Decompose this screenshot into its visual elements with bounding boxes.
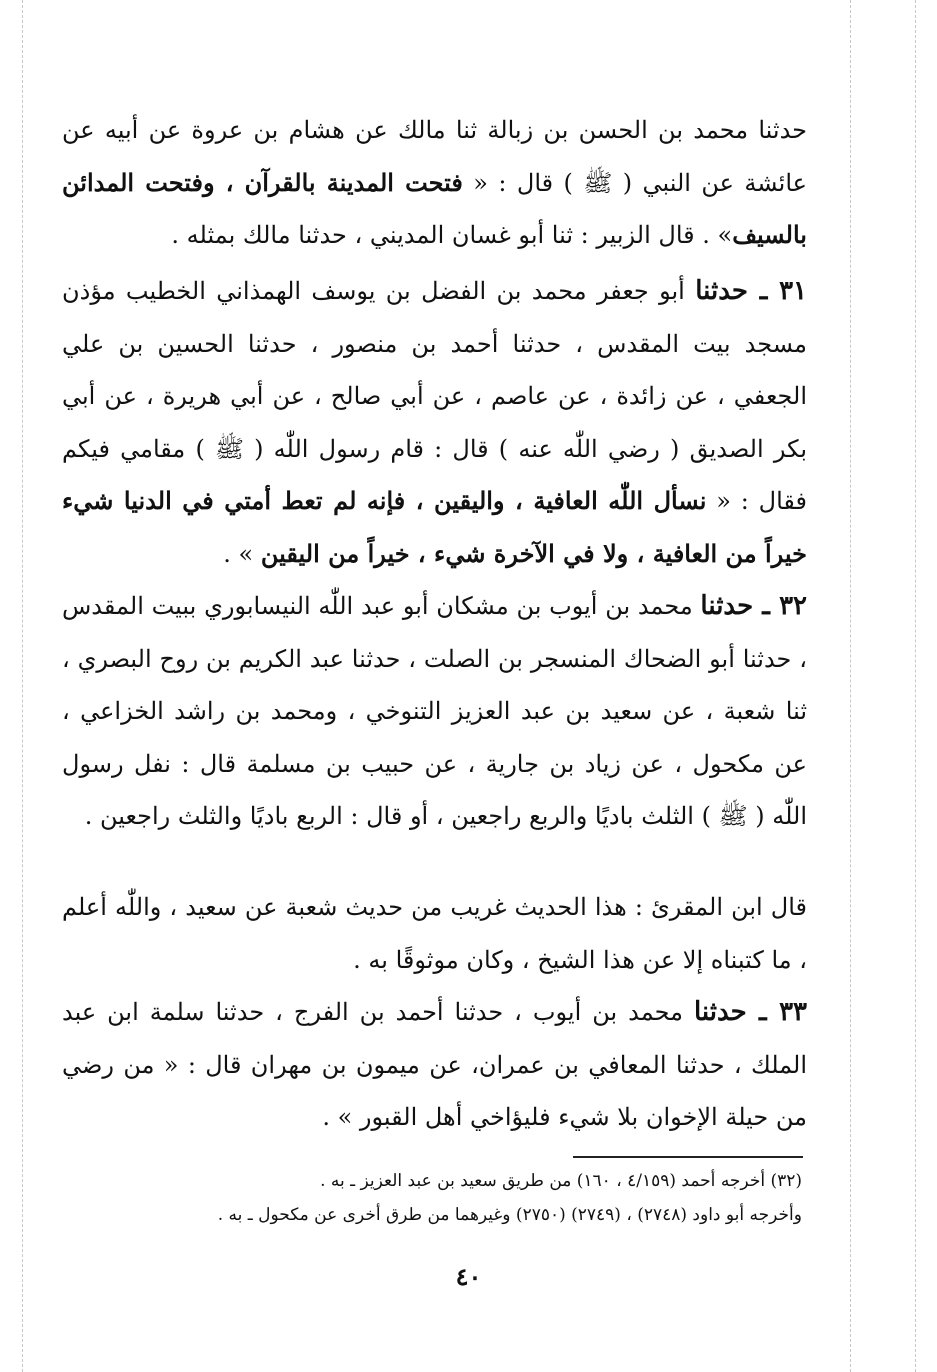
paragraph-text: محمد بن أيوب بن مشكان أبو عبد اللّٰه النيسابوري ببيت المقدس ، حدثنا أبو الضحاك المنسجر بن الصلت ، حدثنا عبد الكريم بن روح البصري ، ثنا شعبة ، عن سعيد بن عبد العزيز التنوخي ، ومحمد بن راشد الخزاعي ، عن مكحول ، عن زياد بن جارية ، عن حبيب بن مسلمة قال : نفل رسول اللّٰه ( ﷺ ) الثلث باديًا والربع راجعين ، أو قال : الربع باديًا والثلث راجعين . [62,592,807,830]
paragraph-hadith-33 [62,986,807,1144]
footnote-line: وأخرجه أبو داود (٢٧٤٨) ، (٢٧٤٩) (٢٧٥٠) وغيرهما من طرق أخرى عن مكحول ـ به . [217,1205,802,1225]
paragraph-text: محمد بن أيوب ، حدثنا أحمد بن الفرج ، حدثنا سلمة ابن عبد الملك ، حدثنا المعافي بن عمران، عن ميمون بن مهران قال : « من رضي من حيلة الإخوان بلا شيء فليؤاخي أهل القبور » . [62,998,807,1131]
hadith-number: ٣٣ ـ حدثنا [693,997,808,1027]
page-number: ٤٠ [455,1262,482,1291]
paragraph-text: أبو جعفر محمد بن الفضل بن يوسف الهمذاني الخطيب مؤذن مسجد بيت المقدس ، حدثنا أحمد بن منصور ، حدثنا الحسين بن علي الجعفي ، عن زائدة ، عن عاصم ، عن أبي صالح ، عن أبي هريرة ، عن أبي بكر الصديق ( رضي اللّٰه عنه ) قال : قام رسول اللّٰه ( ﷺ ) مقامي فيكم فقال : « [62,277,807,515]
scan-border-right-outer [915,0,916,1372]
hadith-number: ٣٢ ـ حدثنا [700,591,807,621]
hadith-quote: فتحت المدينة بالقرآن ، وفتحت المدائن بالسيف [62,167,807,249]
paragraph-hadith-30-end [62,104,807,262]
scan-border-left [22,0,23,1372]
scan-border-right-inner [850,0,851,1372]
footnote-line: (٣٢) أخرجه أحمد (٤/١٥٩ ، ١٦٠) من طريق سعيد بن عبد العزيز ـ به . [320,1171,802,1191]
footnotes [62,1164,802,1232]
paragraph-text: » . قال الزبير : ثنا أبو غسان المديني ، حدثنا مالك بمثله . [171,221,733,249]
paragraph-commentary [62,881,807,986]
paragraph-text: » . [223,539,261,568]
paragraph-hadith-31 [62,265,807,580]
hadith-number: ٣١ ـ حدثنا [695,276,808,306]
hadith-quote: نسأل اللّٰه العافية ، واليقين ، فإنه لم تعط أمتي في الدنيا شيء خيراً من العافية ، ولا في الآخرة شيء ، خيراً من اليقين [62,486,807,568]
footnote-divider [573,1156,803,1158]
paragraph-text: حدثنا محمد بن الحسن بن زبالة ثنا مالك عن هشام بن عروة عن أبيه عن عائشة عن النبي ( ﷺ ) قال : « [62,116,807,197]
paragraph-hadith-32 [62,580,807,843]
paragraph-text: قال ابن المقرئ : هذا الحديث غريب من حديث شعبة عن سعيد ، واللّٰه أعلم ، ما كتبناه إلا عن هذا الشيخ ، وكان موثوقًا به . [62,893,807,974]
